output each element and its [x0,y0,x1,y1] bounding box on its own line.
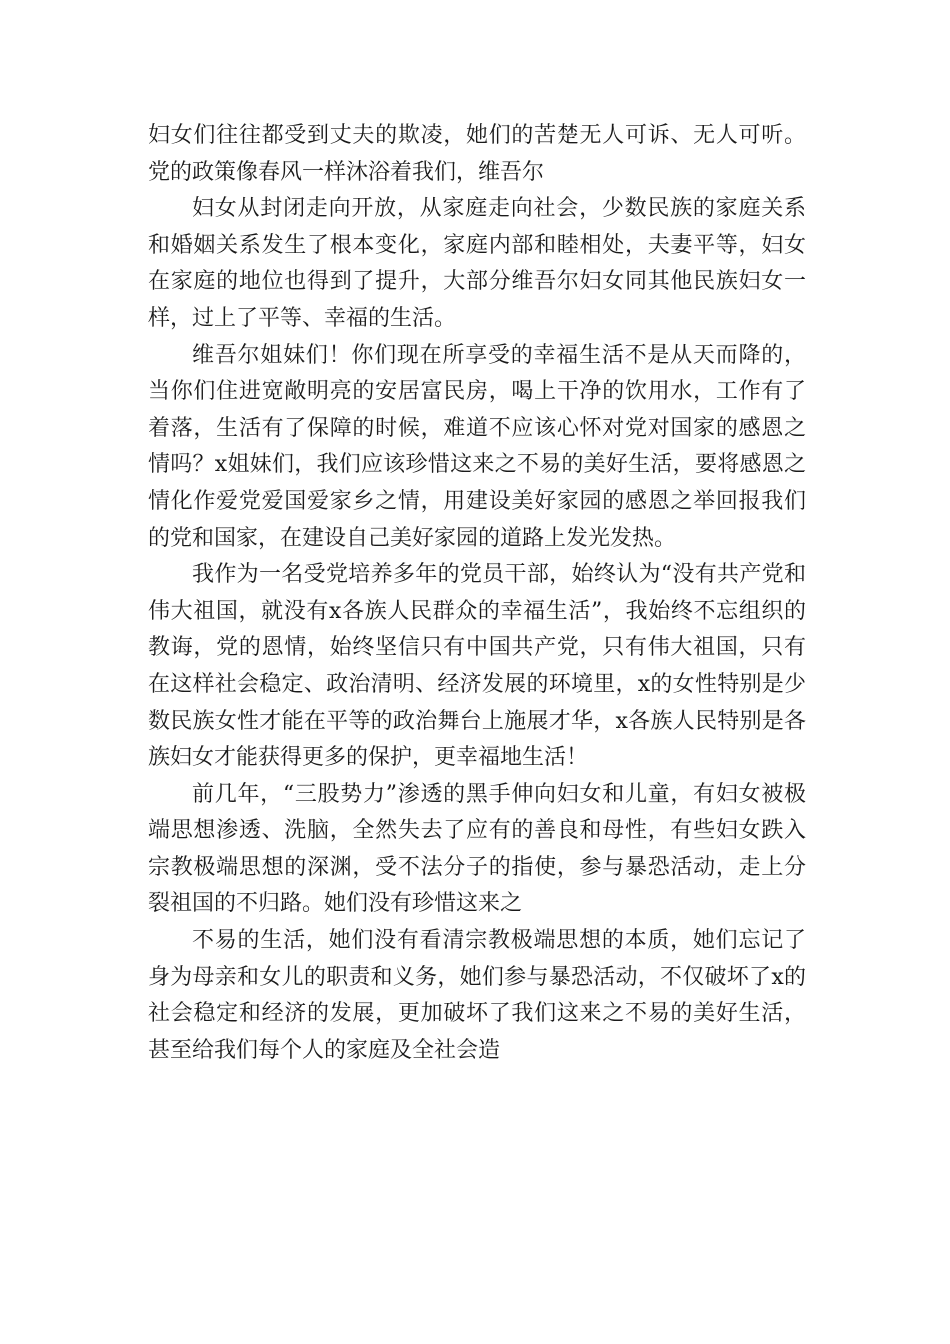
document-body [148,118,806,1069]
paragraph-2: 妇女从封闭走向开放，从家庭走向社会，少数民族的家庭关系和婚姻关系发生了根本变化，家庭内部和睦相处，夫妻平等，妇女在家庭的地位也得到了提升，大部分维吾尔妇女同其他民族妇女一样，过上了平等、幸福的生活。 [148,196,806,331]
paragraph-1: 妇女们往往都受到丈夫的欺凌，她们的苦楚无人可诉、无人可听。党的政策像春风一样沐浴着我们，维吾尔 [148,123,806,185]
paragraph-4: 我作为一名受党培养多年的党员干部，始终认为“没有共产党和伟大祖国，就没有x各族人民群众的幸福生活”，我始终不忘组织的教诲，党的恩情，始终坚信只有中国共产党，只有伟大祖国，只有在这样社会稳定、政治清明、经济发展的环境里，x的女性特别是少数民族女性才能在平等的政治舞台上施展才华，x各族人民特别是各族妇女才能获得更多的保护，更幸福地生活！ [148,562,806,771]
paragraph-5: 前几年，“三股势力”渗透的黑手伸向妇女和儿童，有妇女被极端思想渗透、洗脑，全然失去了应有的善良和母性，有些妇女跌入宗教极端思想的深渊，受不法分子的指使，参与暴恐活动，走上分裂祖国的不归路。她们没有珍惜这来之 [148,781,806,917]
paragraph-6: 不易的生活，她们没有看清宗教极端思想的本质，她们忘记了身为母亲和女儿的职责和义务，她们参与暴恐活动，不仅破坏了x的社会稳定和经济的发展，更加破坏了我们这来之不易的美好生活，甚至给我们每个人的家庭及全社会造 [148,928,806,1063]
paragraph-3: 维吾尔姐妹们！你们现在所享受的幸福生活不是从天而降的，当你们住进宽敞明亮的安居富民房，喝上干净的饮用水，工作有了着落，生活有了保障的时候，难道不应该心怀对党对国家的感恩之情吗？x姐妹们，我们应该珍惜这来之不易的美好生活，要将感恩之情化作爱党爱国爱家乡之情，用建设美好家园的感恩之举回报我们的党和国家，在建设自己美好家园的道路上发光发热。 [148,342,806,551]
